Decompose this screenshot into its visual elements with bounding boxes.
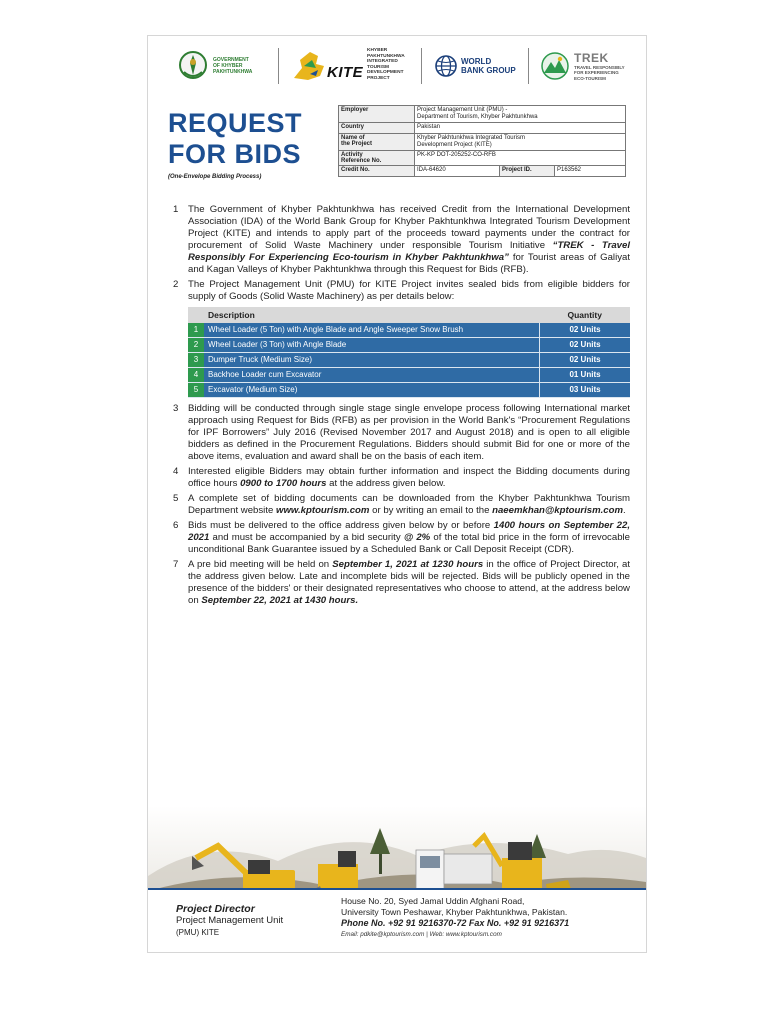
row-number: 2	[188, 338, 204, 353]
info-key	[339, 134, 415, 151]
paragraph-2	[173, 279, 630, 303]
p4-text-c: at the address given below.	[326, 478, 446, 489]
p5-text-c: or by writing an email to the	[369, 505, 493, 516]
kite-side-line2: INTEGRATED	[367, 59, 398, 65]
info-value: PK-KP DOT-205252-CO-RFB	[415, 151, 626, 166]
trek-side-line3: ECO-TOURISM	[574, 75, 606, 81]
page-title	[168, 108, 302, 170]
row-number: 3	[188, 353, 204, 368]
paragraph-number: 6	[173, 520, 179, 531]
table-row	[188, 338, 630, 353]
paragraph-6	[173, 520, 630, 556]
info-table	[338, 105, 626, 177]
row-description: Dumper Truck (Medium Size)	[204, 353, 540, 368]
table-row	[188, 383, 630, 398]
table-row	[188, 323, 630, 338]
p7-text-a: A pre bid meeting will be held on	[188, 559, 333, 570]
footer-unit: Project Management Unit	[176, 915, 284, 926]
logo-bar	[148, 36, 646, 98]
paragraph-number: 5	[173, 493, 179, 504]
info-key: Credit No.	[339, 166, 415, 177]
p6-text-c: and must be accompanied by a bid security	[209, 532, 404, 543]
p5-text-a: A complete set of bidding documents can be downloaded from the Khyber Pakhtunkhwa Tourism Department website	[188, 493, 630, 516]
worldbank-line2: BANK GROUP	[461, 66, 516, 75]
p7-opening-date: September 22, 2021 at 1430 hours.	[201, 595, 359, 606]
kite-map-icon	[290, 48, 332, 84]
kite-side-line5: PROJECT	[367, 75, 390, 81]
kite-side-line1: KHYBER PAKHTUNKHWA	[367, 48, 405, 59]
footer	[148, 888, 646, 953]
row-number: 4	[188, 368, 204, 383]
goods-header-quantity: Quantity	[540, 307, 631, 323]
row-quantity: 03 Units	[540, 383, 631, 398]
paragraph-4	[173, 466, 630, 490]
rfb-advertisement	[147, 35, 647, 953]
p1-text-a: The Government of Khyber Pakhtunkhwa has received Credit from the International Development Association (IDA) of the World Bank Group for Khyber Pakhtunkhwa Integrated Tourism Development Project (KITE) and intends to apply part of the proceeds toward payments under the contract for procurement of Solid Waste Machinery under responsible Tourism Initiative	[188, 204, 630, 251]
p5-email-link[interactable]: naeemkhan@kptourism.com	[492, 505, 624, 516]
info-key	[339, 151, 415, 166]
p4-office-hours: 0900 to 1700 hours	[240, 478, 327, 489]
info-row-project	[339, 134, 626, 151]
row-quantity: 02 Units	[540, 323, 631, 338]
paragraph-number: 4	[173, 466, 179, 477]
title-line1: REQUEST	[168, 108, 303, 138]
row-quantity: 02 Units	[540, 353, 631, 368]
kite-side-line4: DEVELOPMENT	[367, 70, 404, 76]
info-value	[415, 106, 626, 123]
p6-text-a: Bids must be delivered to the office address given below by or before	[188, 520, 494, 531]
row-description: Backhoe Loader cum Excavator	[204, 368, 540, 383]
info-row-country	[339, 123, 626, 134]
goods-header-description: Description	[204, 307, 540, 323]
p7-text-c: in the office of Project Director, at the address given below. Late and incomplete bids will be rejected. Bids will be publicly opened in the presence of the bidders' or their designated representatives who choose to attend, at the address below on	[188, 559, 630, 606]
kp-logo-line3: PAKHTUNKHWA	[213, 69, 253, 75]
phone-fax: Phone No. +92 91 9216370-72 Fax No. +92 91 9216371	[341, 918, 570, 928]
p5-website-link[interactable]: www.kptourism.com	[275, 505, 370, 516]
employer-value-line1: Project Management Unit (PMU) -	[417, 107, 508, 113]
table-row	[188, 368, 630, 383]
footer-contact-person	[176, 903, 283, 939]
worldbank-line1: WORLD	[461, 57, 492, 66]
project-value-line2: Development Project (KITE)	[417, 142, 492, 148]
address-line1: House No. 20, Syed Jamal Uddin Afghani Road,	[341, 896, 525, 906]
goods-header-row	[188, 307, 630, 323]
p6-bid-security: @ 2%	[403, 532, 431, 543]
table-row	[188, 353, 630, 368]
paragraph-number: 7	[173, 559, 179, 570]
info-key: Country	[339, 123, 415, 134]
row-number: 1	[188, 323, 204, 338]
info-value	[415, 134, 626, 151]
row-quantity: 01 Units	[540, 368, 631, 383]
row-description: Excavator (Medium Size)	[204, 383, 540, 398]
project-id-key: Project ID.	[500, 166, 555, 177]
title-line2: FOR BIDS	[168, 139, 302, 169]
logo-divider	[278, 48, 279, 84]
kite-wordmark: KITE	[327, 64, 364, 81]
kp-logo-line2: OF KHYBER	[213, 63, 243, 69]
logo-divider	[421, 48, 422, 84]
kp-government-logo	[178, 46, 252, 86]
trek-wordmark: TREK	[574, 51, 609, 66]
kite-logo	[290, 46, 410, 86]
employer-value-line2: Department of Tourism, Khyber Pakhtunkhwa	[417, 114, 538, 120]
logo-divider	[528, 48, 529, 84]
paragraph-1	[173, 204, 630, 276]
page-subtitle: (One-Envelope Bidding Process)	[168, 174, 262, 180]
project-value-line1: Khyber Pakhtunkhwa Integrated Tourism	[417, 135, 525, 141]
kp-logo-line1: GOVERNMENT	[213, 57, 249, 63]
kite-side-line3: TOURISM	[367, 64, 390, 70]
footer-address	[341, 896, 569, 940]
p4-text-a: Interested eligible Bidders may obtain further information and inspect the Bidding documents during office hours	[188, 466, 630, 489]
address-line2: University Town Peshawar, Khyber Pakhtunkhwa, Pakistan.	[341, 907, 568, 917]
row-description: Wheel Loader (5 Ton) with Angle Blade and Angle Sweeper Snow Brush	[204, 323, 540, 338]
info-row-employer	[339, 106, 626, 123]
p6-text-e: of the total bid price in the form of irrevocable unconditional Bank Guarantee issued by a Scheduled Bank or Call Deposit Receipt (CDR).	[188, 532, 630, 555]
footer-unit-short: (PMU) KITE	[176, 928, 220, 937]
p7-prebid-date: September 1, 2021 at 1230 hours	[332, 559, 484, 570]
activity-key-line1: Activity	[341, 152, 363, 158]
project-key-line1: Name of	[341, 135, 365, 141]
info-key: Employer	[339, 106, 415, 123]
trek-side-line2: FOR EXPERIENCING	[574, 70, 619, 76]
project-id-value: P163562	[555, 166, 626, 177]
world-bank-logo	[435, 46, 516, 86]
footer-title: Project Director	[176, 903, 255, 915]
row-description: Wheel Loader (3 Ton) with Angle Blade	[204, 338, 540, 353]
info-row-activity	[339, 151, 626, 166]
email-web[interactable]: Email: pdkite@kptourism.com | Web: www.kptourism.com	[341, 931, 502, 938]
goods-table	[188, 307, 630, 398]
paragraph-5	[173, 493, 630, 517]
trek-side-line1: TRAVEL RESPONSIBLY	[574, 65, 625, 71]
info-value: Pakistan	[415, 123, 626, 134]
trek-mountain-icon	[540, 51, 570, 81]
row-number: 5	[188, 383, 204, 398]
p3-text: Bidding will be conducted through single stage single envelope process following International market approach using Request for Bids (RFB) as per provision in the World Bank's “Procurement Regulations for IPF Borrowers” July 2016 (Revised November 2017 and August 2018) and is open to all eligible bidders as defined in the Procurement Regulations. Bidders should submit Bid for one or more of the above items, evaluation and award shall be on the basis of each item.	[188, 403, 630, 462]
trek-logo	[540, 46, 625, 86]
notice-body	[173, 204, 630, 607]
info-row-credit	[339, 166, 626, 177]
project-key-line2: the Project	[341, 141, 373, 147]
p6-deadline: 1400 hours on September 22, 2021	[188, 520, 631, 543]
row-quantity: 02 Units	[540, 338, 631, 353]
paragraph-number: 3	[173, 403, 179, 414]
paragraph-number: 1	[173, 204, 179, 215]
info-value: IDA-64620	[415, 166, 500, 177]
kp-government-emblem-icon	[178, 50, 208, 82]
activity-key-line2: Reference No.	[341, 158, 382, 164]
paragraph-3	[173, 403, 630, 463]
p5-text-e: .	[623, 505, 626, 516]
paragraph-number: 2	[173, 279, 179, 290]
p1-initiative-name: “TREK - Travel Responsibly For Experiencing Eco-tourism in Khyber Pakhtunkhwa”	[188, 240, 630, 263]
world-bank-globe-icon	[435, 55, 457, 77]
p2-text: The Project Management Unit (PMU) for KITE Project invites sealed bids from eligible bidders for supply of Goods (Solid Waste Machinery) as per details below:	[188, 279, 630, 302]
p1-text-c: for Tourist areas of Galiyat and Kagan Valleys of Khyber Pakhtunkhwa through this Request for Bids (RFB).	[188, 252, 630, 275]
paragraph-7	[173, 559, 630, 607]
